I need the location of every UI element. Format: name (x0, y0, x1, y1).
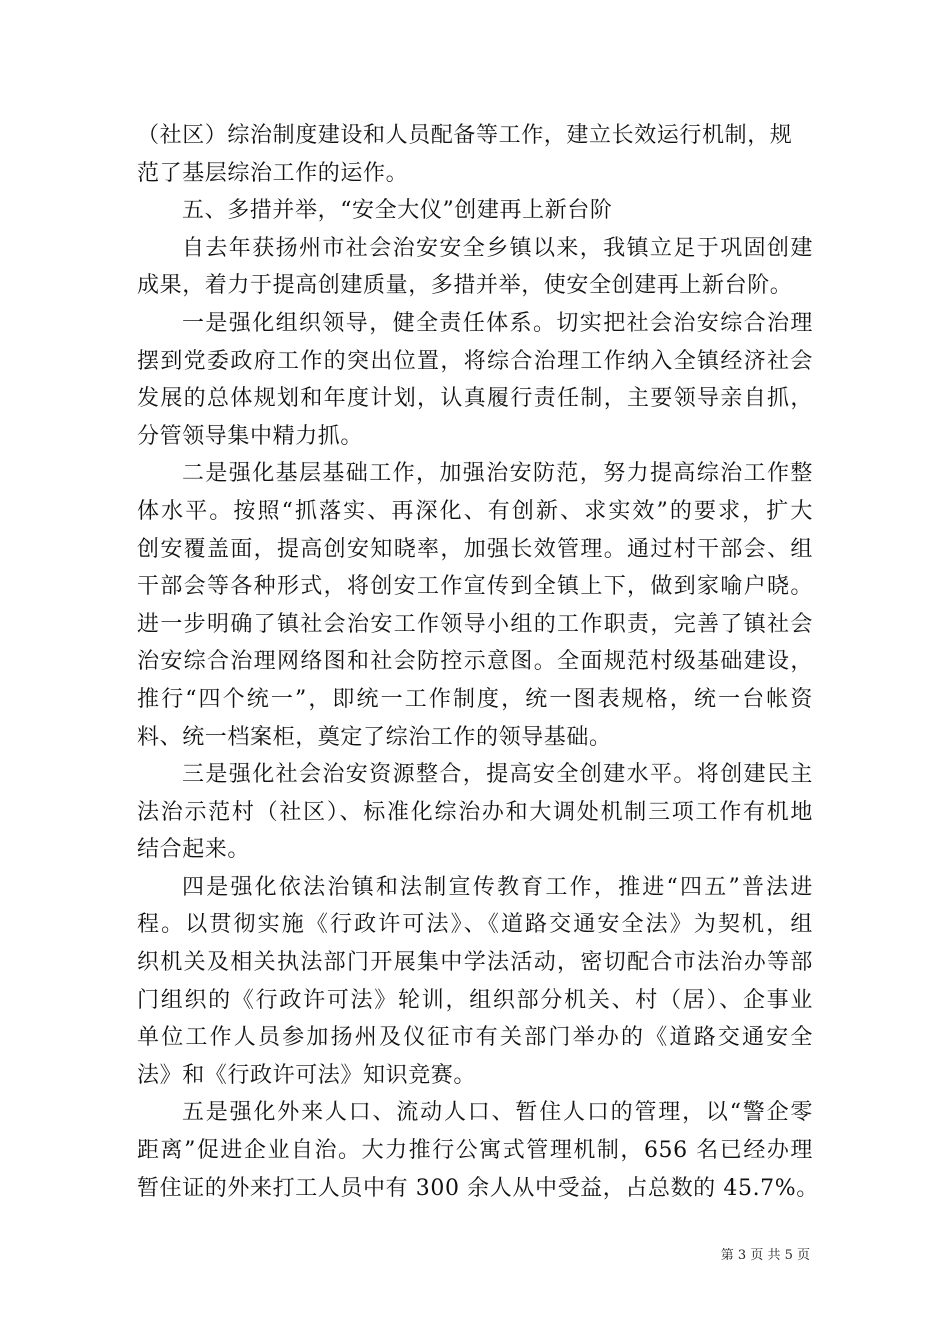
text-line-29: 暂住证的外来打工人员中有 300 余人从中受益，占总数的 45.7%。 (137, 1175, 819, 1201)
text-line-21: 四是强化依法治镇和法制宣传教育工作，推进“四五”普法进 (182, 874, 813, 900)
text-line-24: 门组织的《行政许可法》轮训，组织部分机关、村（居）、企事业 (137, 987, 813, 1013)
text-line-1: （社区）综治制度建设和人员配备等工作，建立长效运行机制，规 (137, 123, 793, 148)
text-line-19: 法治示范村（社区）、标准化综治办和大调处机制三项工作有机地 (137, 799, 813, 825)
text-line-27: 五是强化外来人口、流动人口、暂住人口的管理，以“警企零 (182, 1100, 813, 1126)
document-body (137, 117, 819, 1207)
text-line-11: 体水平。按照“抓落实、再深化、有创新、求实效”的要求，扩大 (137, 498, 813, 524)
text-line-18: 三是强化社会治安资源整合，提高安全创建水平。将创建民主 (182, 762, 813, 788)
text-line-12: 创安覆盖面，提高创安知晓率，加强长效管理。通过村干部会、组 (137, 536, 813, 562)
text-line-10: 二是强化基层基础工作，加强治安防范，努力提高综治工作整 (182, 461, 813, 487)
text-line-15: 治安综合治理网络图和社会防控示意图。全面规范村级基础建设， (137, 649, 813, 675)
text-line-25: 单位工作人员参加扬州及仪征市有关部门举办的《道路交通安全 (137, 1025, 813, 1051)
text-line-2: 范了基层综治工作的运作。 (137, 160, 409, 186)
text-line-20: 结合起来。 (137, 837, 251, 863)
section-heading: 五、多措并举，“安全大仪”创建再上新台阶 (182, 198, 613, 224)
text-line-7: 摆到党委政府工作的突出位置，将综合治理工作纳入全镇经济社会 (137, 348, 813, 374)
text-line-13: 干部会等各种形式，将创安工作宣传到全镇上下，做到家喻户晓。 (137, 574, 813, 600)
text-line-23: 织机关及相关执法部门开展集中学法活动，密切配合市法治办等部 (137, 950, 813, 976)
text-line-22: 程。以贯彻实施《行政许可法》、《道路交通安全法》为契机，组 (137, 912, 813, 938)
text-line-14: 进一步明确了镇社会治安工作领导小组的工作职责，完善了镇社会 (137, 611, 813, 637)
text-line-16: 推行“四个统一”，即统一工作制度，统一图表规格，统一台帐资 (137, 686, 813, 712)
text-line-8: 发展的总体规划和年度计划，认真履行责任制，主要领导亲自抓， (137, 386, 813, 412)
text-line-5: 成果，着力于提高创建质量，多措并举，使安全创建再上新台阶。 (137, 273, 793, 299)
text-line-28: 距离”促进企业自治。大力推行公寓式管理机制，656 名已经办理 (137, 1138, 813, 1164)
text-line-17: 料、统一档案柜，奠定了综治工作的领导基础。 (137, 724, 612, 750)
text-line-26: 法》和《行政许可法》知识竞赛。 (137, 1062, 477, 1088)
text-line-6: 一是强化组织领导，健全责任体系。切实把社会治安综合治理 (182, 310, 813, 336)
text-line-9: 分管领导集中精力抓。 (137, 423, 364, 449)
text-line-4: 自去年获扬州市社会治安安全乡镇以来，我镇立足于巩固创建 (182, 235, 813, 261)
page-number: 第 3 页 共 5 页 (720, 1248, 810, 1263)
